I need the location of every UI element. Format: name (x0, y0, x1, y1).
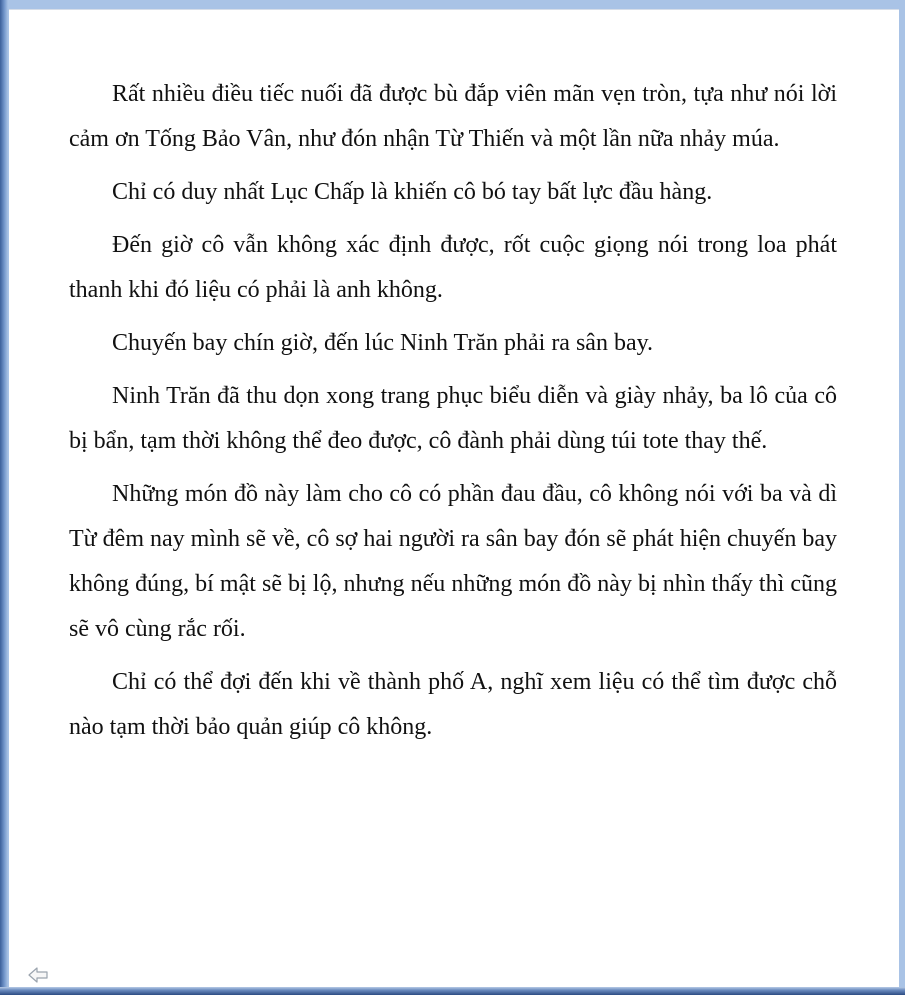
back-arrow-icon[interactable] (27, 966, 49, 984)
back-arrow-icon-graphic (27, 966, 49, 984)
paragraph-7: Chỉ có thể đợi đến khi về thành phố A, nghĩ xem liệu có thể tìm được chỗ nào tạm thời bảo quản giúp cô không. (69, 669, 837, 740)
document-page (9, 9, 899, 987)
paragraph-6: Những món đồ này làm cho cô có phần đau đầu, cô không nói với ba và dì Từ đêm nay mình sẽ về, cô sợ hai người ra sân bay đón sẽ phát hiện chuyến bay không đúng, bí mật sẽ bị lộ, nhưng nếu những món đồ này bị nhìn thấy thì cũng sẽ vô cùng rắc rối. (69, 481, 837, 642)
window-bottom-border (0, 987, 905, 995)
paragraph-5: Ninh Trăn đã thu dọn xong trang phục biểu diễn và giày nhảy, ba lô của cô bị bẩn, tạm thời không thể đeo được, cô đành phải dùng túi tote thay thế. (69, 383, 837, 454)
paragraph-4: Chuyến bay chín giờ, đến lúc Ninh Trăn phải ra sân bay. (112, 330, 654, 356)
paragraph-1: Rất nhiều điều tiếc nuối đã được bù đắp viên mãn vẹn tròn, tựa như nói lời cảm ơn Tống Bảo Vân, như đón nhận Từ Thiến và một lần nữa nhảy múa. (69, 81, 837, 152)
document-body (69, 72, 837, 758)
paragraph-3: Đến giờ cô vẫn không xác định được, rốt cuộc giọng nói trong loa phát thanh khi đó liệu có phải là anh không. (69, 232, 837, 303)
paragraph-2: Chỉ có duy nhất Lục Chấp là khiến cô bó tay bất lực đầu hàng. (112, 179, 713, 205)
